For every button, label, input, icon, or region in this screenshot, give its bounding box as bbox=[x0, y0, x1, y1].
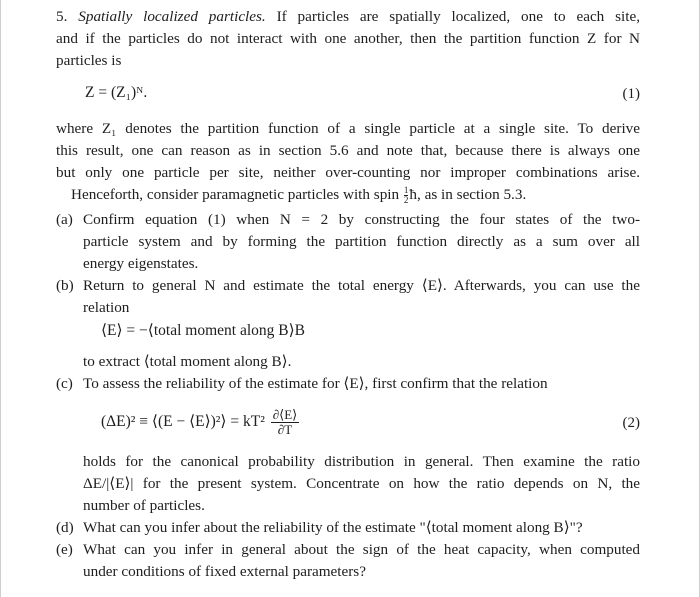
part-a-label: (a) bbox=[56, 211, 73, 228]
problem-title: Spatially localized particles. bbox=[78, 8, 266, 25]
equation-1-number: (1) bbox=[622, 86, 640, 102]
part-e-label: (e) bbox=[56, 541, 73, 558]
where-line-1: where Z₁ denotes the partition function of a single particle at a single site. To derive bbox=[56, 120, 640, 137]
spin-fraction-num: 1 bbox=[403, 185, 409, 196]
part-c-label: (c) bbox=[56, 375, 73, 392]
intro-line-2: and if the particles do not interact with one another, then the partition function Z for N bbox=[56, 30, 640, 47]
intro-line-1-text: If particles are spatially localized, one to each site, bbox=[276, 8, 641, 25]
part-c-equation-fraction bbox=[271, 408, 300, 437]
part-a-line-2: particle system and by forming the partition function directly as a sum over all bbox=[83, 233, 640, 250]
where-line-2: this result, one can reason as in section 5.6 and note that, because there is always one bbox=[56, 142, 640, 159]
part-c-line-2: holds for the canonical probability distribution in general. Then examine the ratio bbox=[83, 453, 640, 470]
spin-fraction-den: 2 bbox=[403, 195, 409, 206]
intro-line-1 bbox=[56, 7, 640, 27]
henceforth-line bbox=[71, 185, 699, 205]
part-c-line-3: ΔE/|⟨E⟩| for the present system. Concentrate on how the ratio depends on N, the bbox=[83, 475, 640, 492]
part-b-label: (b) bbox=[56, 277, 74, 294]
part-c-equation-left: (ΔE)² ≡ ⟨(E − ⟨E⟩)²⟩ = kT² bbox=[101, 413, 265, 431]
part-c-equation bbox=[101, 408, 301, 437]
henceforth-suffix: ħ, as in section 5.3. bbox=[409, 186, 527, 203]
part-b-line-2: relation bbox=[83, 299, 130, 316]
part-c-fraction-num: ∂⟨E⟩ bbox=[272, 407, 298, 422]
where-line-3: but only one particle per site, neither over-counting nor improper combinations arise. bbox=[56, 164, 640, 181]
part-c-fraction-den: ∂T bbox=[277, 422, 293, 437]
part-c-line-4: number of particles. bbox=[83, 497, 205, 514]
part-e-line-2: under conditions of fixed external parameters? bbox=[83, 563, 366, 580]
problem-number: 5. bbox=[56, 8, 68, 25]
spin-fraction bbox=[404, 186, 409, 205]
henceforth-prefix: Henceforth, consider paramagnetic particles with spin bbox=[71, 186, 400, 203]
part-d-line-1: What can you infer about the reliability of the estimate "⟨total moment along B⟩"? bbox=[83, 519, 583, 536]
part-a-line-1: Confirm equation (1) when N = 2 by constructing the four states of the two- bbox=[83, 211, 640, 228]
part-b-equation: ⟨E⟩ = −⟨total moment along B⟩B bbox=[101, 322, 305, 339]
part-a-line-3: energy eigenstates. bbox=[83, 255, 199, 272]
part-e-line-1: What can you infer in general about the sign of the heat capacity, when computed bbox=[83, 541, 640, 558]
equation-2-number: (2) bbox=[622, 415, 640, 431]
equation-1: Z = (Z₁)ᴺ. bbox=[85, 84, 148, 101]
part-c-line-1: To assess the reliability of the estimate for ⟨E⟩, first confirm that the relation bbox=[83, 375, 548, 392]
part-d-label: (d) bbox=[56, 519, 74, 536]
intro-line-3: particles is bbox=[56, 52, 122, 69]
part-b-line-3: to extract ⟨total moment along B⟩. bbox=[83, 353, 292, 370]
part-b-line-1: Return to general N and estimate the total energy ⟨E⟩. Afterwards, you can use the bbox=[83, 277, 640, 294]
